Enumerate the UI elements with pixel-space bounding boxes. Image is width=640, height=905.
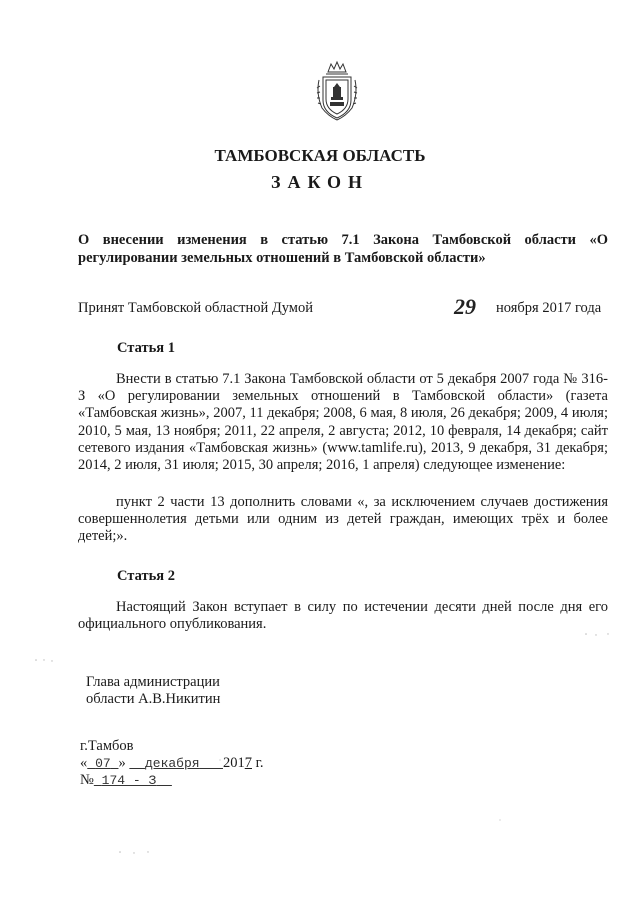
city: г.Тамбов — [80, 738, 134, 754]
document-type-heading: ЗАКОН — [270, 172, 370, 192]
signature-block — [86, 674, 220, 708]
signature-line-2: области А.В.Никитин — [86, 691, 221, 708]
signature-line-1: Глава администрации — [86, 674, 220, 690]
signing-date — [80, 755, 264, 772]
article-1-body: Внести в статью 7.1 Закона Тамбовской области от 5 декабря 2007 года № 316-З «О регулировании земельных отношений в Тамбовской области» (газета «Тамбовская жизнь», 2007, 11 декабря; 2008, 6 мая, 8 июля, 26 декабря; 2009, 4 июля; 2010, 5 мая, 13 ноября; 2011, 22 апреля, 2 августа; 2012, 10 февраля, 14 декабря; сайт сетевого издания «Тамбовская жизнь» (www.tamlife.ru), 2013, 9 декабря, 31 декабря; 2014, 2 июля, 31 июля; 2015, 30 апреля; 2016, 1 апреля) следующее изменение: — [78, 371, 608, 474]
adoption-month-year: ноября 2017 года — [496, 300, 602, 316]
date-close-quote: » — [118, 755, 126, 772]
date-open-quote: « — [80, 755, 88, 772]
number-value: 174 - З — [101, 773, 157, 789]
place-date-block — [80, 738, 264, 790]
adoption-day-handwritten: 29 — [454, 294, 476, 319]
region-heading: ТАМБОВСКАЯ ОБЛАСТЬ — [214, 146, 426, 165]
article-2-heading: Статья 2 — [117, 568, 175, 584]
article-1-heading: Статья 1 — [117, 340, 175, 356]
article-1-amendment: пункт 2 части 13 дополнить словами «, за исключением случаев достижения совершеннолетия детьми или одним из детей граждан, имеющих трёх и более детей;». — [78, 494, 608, 545]
coat-of-arms-icon — [314, 58, 360, 122]
date-year-digit: 7 — [244, 755, 252, 772]
article-2-body: Настоящий Закон вступает в силу по истечении десяти дней после дня его официального опубликования. — [78, 599, 608, 633]
adoption-text: Принят Тамбовской областной Думой — [78, 300, 313, 316]
date-year-suffix: г. — [251, 755, 264, 772]
number-label: № — [80, 772, 94, 789]
date-day: 07 — [95, 756, 111, 772]
date-month: декабря — [144, 756, 200, 772]
date-year-prefix: 201 — [222, 755, 245, 772]
law-number — [80, 772, 264, 789]
law-title: О внесении изменения в статью 7.1 Закона Тамбовской области «О регулировании земельных отношений в Тамбовской области» — [78, 232, 608, 266]
